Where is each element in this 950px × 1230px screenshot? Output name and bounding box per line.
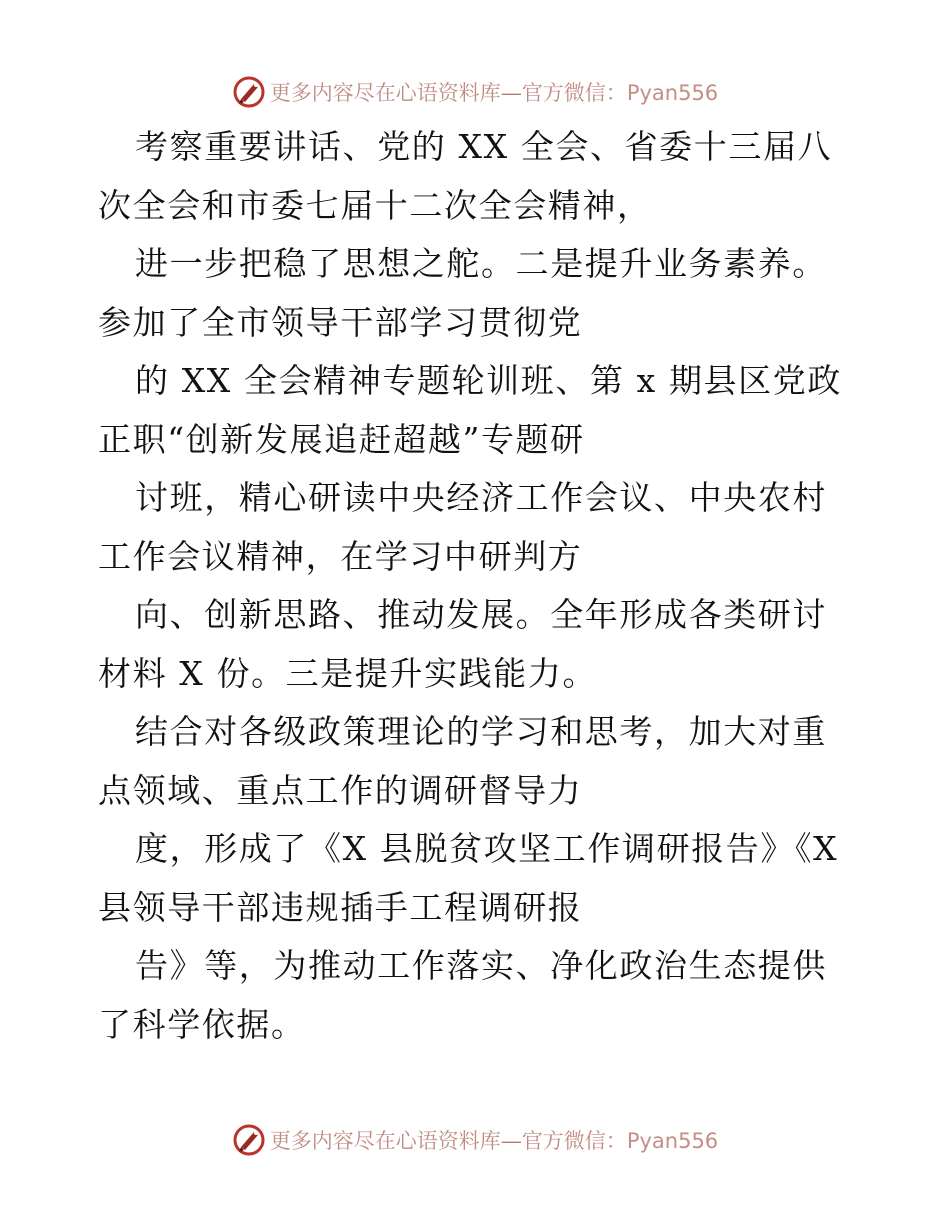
pen-logo-icon [232,1123,266,1157]
pen-logo-icon [232,75,266,109]
watermark-text [270,77,718,107]
watermark-label: 官方微信： [521,81,627,105]
watermark-separator: — [500,1129,522,1153]
watermark-text [270,1125,718,1155]
document-body [98,118,858,1054]
header-watermark [0,72,950,112]
paragraph: 讨班，精心研读中央经济工作会议、中央农村工作会议精神，在学习中研判方 [98,478,827,576]
paragraph: 向、创新思路、推动发展。全年形成各类研讨材料 X 份。三是提升实践能力。 [98,595,827,693]
watermark-label: 官方微信： [521,1129,627,1153]
paragraph: 考察重要讲话、党的 XX 全会、省委十三届八次全会和市委七届十二次全会精神， [98,127,833,225]
paragraph: 进一步把稳了思想之舵。二是提升业务素养。参加了全市领导干部学习贯彻党 [98,244,827,342]
watermark-separator: — [500,81,522,105]
footer-watermark [0,1120,950,1160]
paragraph: 告》等，为推动工作落实、净化政治生态提供了科学依据。 [98,946,827,1044]
watermark-wechat-id: Pyan556 [626,81,719,105]
watermark-main: 更多内容尽在心语资料库 [269,81,501,105]
paragraph: 度，形成了《X 县脱贫攻坚工作调研报告》《X 县领导干部违规插手工程调研报 [98,829,839,927]
paragraph: 的 XX 全会精神专题轮训班、第 x 期县区党政正职“创新发展追赶超越”专题研 [98,361,842,459]
watermark-main: 更多内容尽在心语资料库 [269,1129,501,1153]
watermark-wechat-id: Pyan556 [626,1129,719,1153]
paragraph: 结合对各级政策理论的学习和思考，加大对重点领域、重点工作的调研督导力 [98,712,827,810]
